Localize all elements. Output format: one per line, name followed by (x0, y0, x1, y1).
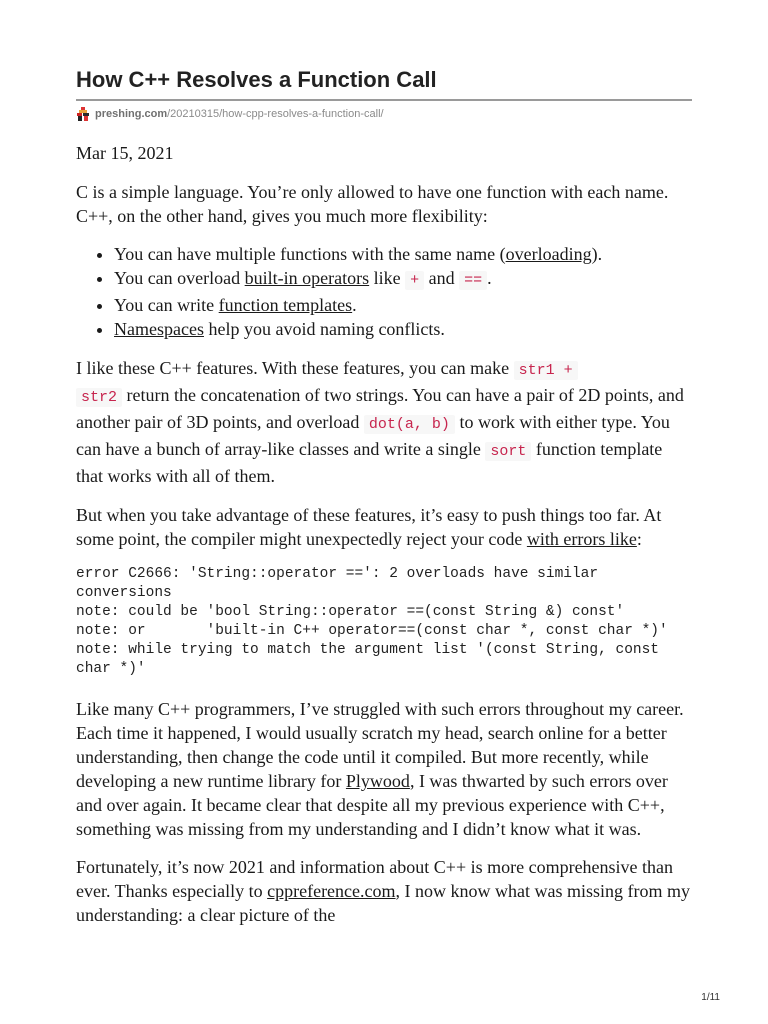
errors-like-link[interactable]: with errors like (526, 529, 637, 549)
paragraph-text: But when you take advantage of these features, it’s easy to push things too far. At some point, the compiler might unexpectedly reject your code (76, 505, 662, 549)
inline-code: == (459, 271, 487, 290)
inline-code: + (405, 271, 424, 290)
list-text: help you avoid naming conflicts. (203, 319, 445, 339)
builtin-operators-link[interactable]: built-in operators (244, 268, 370, 288)
overloading-link[interactable]: overloading (505, 244, 592, 264)
list-text: You can overload (114, 268, 245, 288)
paragraph-text: I like these C++ features. With these features, you can make (76, 358, 514, 378)
list-item (114, 317, 692, 341)
list-text: like (369, 268, 406, 288)
paragraph-text: , I was thwarted by such errors over and over again. It became clear that despite all my previous experience with C++, something was missing from my understanding and I didn’t know what it was. (76, 771, 668, 839)
list-text: You can write (114, 295, 219, 315)
feature-list (76, 242, 692, 341)
function-templates-link[interactable]: function templates (218, 295, 353, 315)
paragraph-text: return the concatenation of two strings. You can have a pair of 2D points, and another pair of 3D points, and overload (76, 385, 684, 432)
list-text: . (487, 268, 492, 288)
page-title: How C++ Resolves a Function Call (76, 67, 437, 92)
page-number: 1/11 (701, 992, 720, 1003)
list-text: and (424, 268, 460, 288)
list-item (114, 242, 692, 266)
paragraph-text: to work with either type. You can have a bunch of array-like classes and write a single (76, 412, 670, 459)
code-line: note: or 'built-in C++ operator==(const char *, const char *)' (76, 623, 668, 639)
paragraph-fortunately (76, 855, 692, 927)
code-line: char *)' (76, 661, 146, 677)
title-divider (76, 99, 692, 101)
code-line: conversions (76, 585, 172, 601)
source-path: /20210315/how-cpp-resolves-a-function-call/ (167, 108, 384, 120)
error-code-block (76, 565, 692, 679)
code-line: note: while trying to match the argument list '(const String, const (76, 642, 659, 658)
cppreference-link[interactable]: cppreference.com (267, 881, 396, 901)
source-site-link[interactable]: preshing.com (95, 108, 168, 120)
paragraph-text: Fortunately, it’s now 2021 and information about C++ is more comprehensive than ever. Thanks especially to (76, 857, 674, 901)
list-text: . (352, 295, 357, 315)
namespaces-link[interactable]: Namespaces (114, 319, 204, 339)
list-item (114, 266, 692, 293)
list-text: You can have multiple functions with the same name ( (114, 244, 506, 264)
paragraph-struggle (76, 697, 692, 841)
paragraph-text: function template that works with all of them. (76, 439, 663, 486)
paragraph-features (76, 356, 692, 488)
code-line: note: could be 'bool String::operator ==(const String &) const' (76, 604, 625, 620)
source-line (76, 105, 692, 123)
paragraph-text: Like many C++ programmers, I’ve struggled with such errors throughout my career. Each time it happened, I would usually scratch my head, search online for a better understanding, then change the code until it compiled. But more recently, while developing a new runtime library for (76, 699, 684, 791)
list-text: ). (591, 244, 603, 264)
code-line: error C2666: 'String::operator ==': 2 overloads have similar (76, 566, 599, 582)
paragraph-errors (76, 503, 692, 551)
site-favicon-icon (76, 107, 90, 121)
paragraph-text: : (636, 529, 642, 549)
list-item (114, 293, 692, 317)
plywood-link[interactable]: Plywood (345, 771, 410, 791)
post-date: Mar 15, 2021 (76, 143, 174, 163)
inline-code: sort (485, 442, 531, 461)
inline-code: str1 + (514, 361, 578, 380)
intro-paragraph: C is a simple language. You’re only allowed to have one function with each name. C++, on the other hand, gives you much more flexibility: (76, 182, 669, 226)
paragraph-text: , I now know what was missing from my understanding: a clear picture of the (76, 881, 691, 925)
inline-code: dot(a, b) (364, 415, 455, 434)
inline-code: str2 (76, 388, 122, 407)
document-page (76, 0, 692, 927)
